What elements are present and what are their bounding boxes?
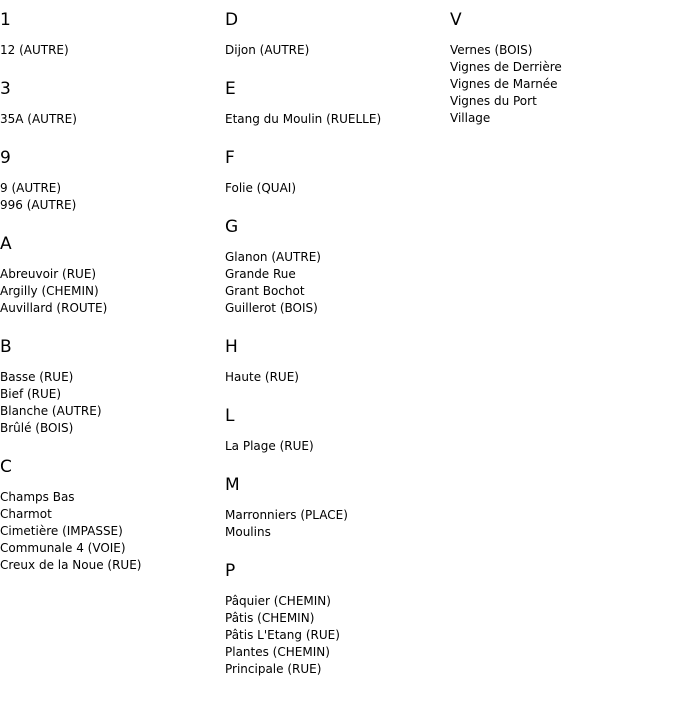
street-link[interactable]: Vignes de Marnée [450, 77, 558, 91]
letter-heading: F [225, 148, 235, 168]
letter-group [225, 148, 445, 197]
street-link[interactable]: Vignes du Port [450, 94, 537, 108]
letter-group [0, 148, 220, 214]
letter-heading: 9 [0, 148, 11, 168]
street-list [0, 42, 220, 59]
letter-group [0, 79, 220, 128]
street-link[interactable]: 9 (AUTRE) [0, 181, 62, 195]
street-link[interactable]: Principale (RUE) [225, 662, 322, 676]
street-link[interactable]: Glanon (AUTRE) [225, 250, 321, 264]
street-list [450, 42, 670, 127]
letter-heading: G [225, 217, 239, 237]
street-link[interactable]: Plantes (CHEMIN) [225, 645, 330, 659]
street-link[interactable]: Pâquier (CHEMIN) [225, 594, 331, 608]
street-link[interactable]: 35A (AUTRE) [0, 112, 77, 126]
street-list [225, 180, 445, 197]
street-link[interactable]: Grant Bochot [225, 284, 305, 298]
street-list [0, 111, 220, 128]
letter-group [0, 10, 220, 59]
letter-heading: 3 [0, 79, 11, 99]
letter-heading: A [0, 234, 12, 254]
street-list [225, 507, 445, 541]
street-link[interactable]: Creux de la Noue (RUE) [0, 558, 142, 572]
letter-heading: D [225, 10, 239, 30]
letter-group [225, 337, 445, 386]
letter-group [450, 10, 670, 127]
street-link[interactable]: Auvillard (ROUTE) [0, 301, 108, 315]
street-link[interactable]: Village [450, 111, 491, 125]
street-list [225, 249, 445, 317]
street-link[interactable]: Folie (QUAI) [225, 181, 297, 195]
street-link[interactable]: 996 (AUTRE) [0, 198, 77, 212]
street-link[interactable]: Champs Bas [0, 490, 75, 504]
letter-heading: E [225, 79, 236, 99]
street-link[interactable]: Abreuvoir (RUE) [0, 267, 97, 281]
letter-group [225, 561, 445, 678]
street-link[interactable]: Dijon (AUTRE) [225, 43, 310, 57]
letter-heading: B [0, 337, 12, 357]
street-link[interactable]: Grande Rue [225, 267, 296, 281]
street-link[interactable]: Vignes de Derrière [450, 60, 562, 74]
letter-group [225, 79, 445, 128]
letter-heading: C [0, 457, 12, 477]
street-link[interactable]: Etang du Moulin (RUELLE) [225, 112, 382, 126]
street-link[interactable]: Moulins [225, 525, 271, 539]
letter-group [0, 337, 220, 437]
street-link[interactable]: 12 (AUTRE) [0, 43, 69, 57]
street-list [0, 489, 220, 574]
street-index-column-2 [225, 0, 445, 698]
street-list [225, 593, 445, 678]
street-list [0, 369, 220, 437]
street-link[interactable]: La Plage (RUE) [225, 439, 314, 453]
letter-group [225, 217, 445, 317]
letter-group [0, 234, 220, 317]
letter-heading: V [450, 10, 462, 30]
street-link[interactable]: Haute (RUE) [225, 370, 299, 384]
letter-group [225, 406, 445, 455]
letter-heading: P [225, 561, 236, 581]
letter-group [225, 10, 445, 59]
street-link[interactable]: Blanche (AUTRE) [0, 404, 102, 418]
street-index-column-3 [450, 0, 670, 147]
street-list [225, 438, 445, 455]
street-link[interactable]: Charmot [0, 507, 52, 521]
street-link[interactable]: Pâtis (CHEMIN) [225, 611, 315, 625]
street-link[interactable]: Basse (RUE) [0, 370, 74, 384]
street-link[interactable]: Argilly (CHEMIN) [0, 284, 99, 298]
street-link[interactable]: Brûlé (BOIS) [0, 421, 74, 435]
street-link[interactable]: Pâtis L'Etang (RUE) [225, 628, 340, 642]
street-list [225, 369, 445, 386]
letter-heading: H [225, 337, 238, 357]
letter-group [225, 475, 445, 541]
street-list [0, 180, 220, 214]
street-list [0, 266, 220, 317]
street-link[interactable]: Marronniers (PLACE) [225, 508, 348, 522]
street-list [225, 111, 445, 128]
letter-group [0, 457, 220, 574]
street-link[interactable]: Bief (RUE) [0, 387, 62, 401]
street-index-column-1 [0, 0, 220, 594]
street-link[interactable]: Communale 4 (VOIE) [0, 541, 126, 555]
letter-heading: 1 [0, 10, 11, 30]
letter-heading: L [225, 406, 235, 426]
street-link[interactable]: Vernes (BOIS) [450, 43, 533, 57]
street-link[interactable]: Guillerot (BOIS) [225, 301, 318, 315]
street-link[interactable]: Cimetière (IMPASSE) [0, 524, 123, 538]
letter-heading: M [225, 475, 240, 495]
street-list [225, 42, 445, 59]
